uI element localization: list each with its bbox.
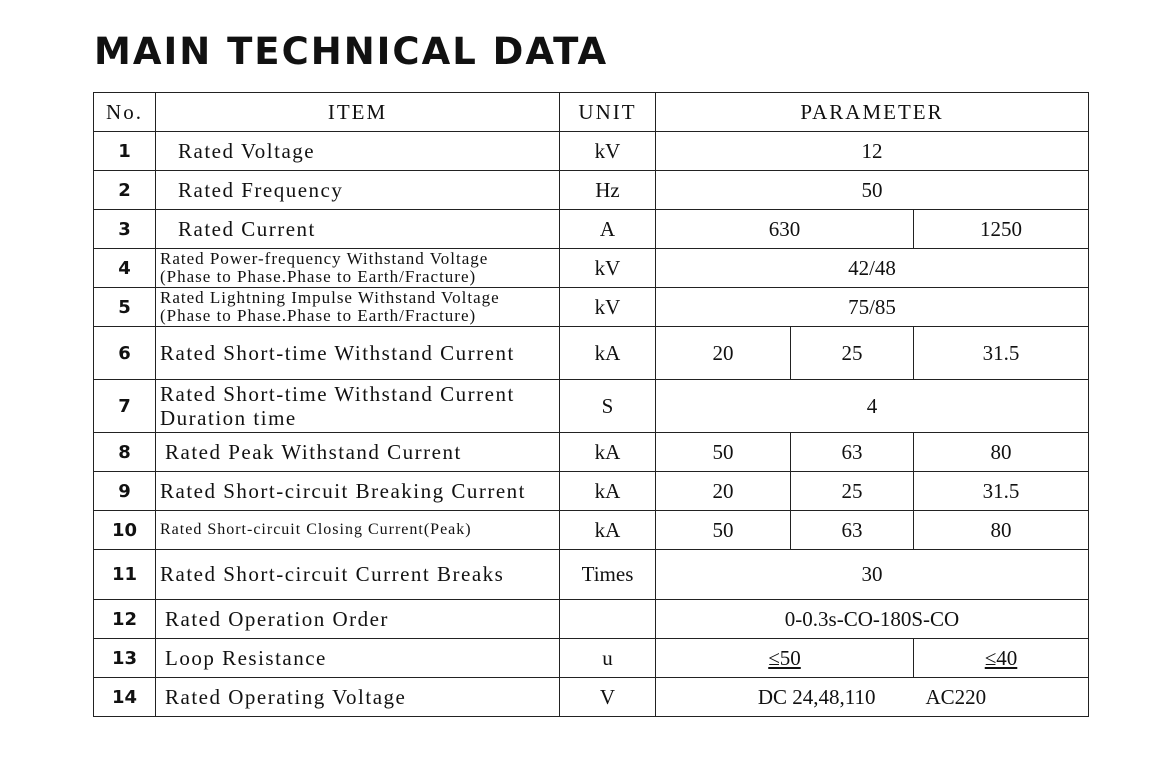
table-row — [94, 132, 1089, 171]
row-unit: kA — [560, 327, 656, 380]
row-number: 3 — [94, 210, 156, 249]
row-parameter: 20 — [656, 472, 791, 511]
row-number: 6 — [94, 327, 156, 380]
row-parameter: 50 — [656, 511, 791, 550]
table-row — [94, 600, 1089, 639]
row-parameter: 30 — [656, 550, 1089, 600]
row-number: 12 — [94, 600, 156, 639]
row-number: 7 — [94, 380, 156, 433]
row-item-line2: Duration time — [160, 406, 297, 430]
row-parameter: 75/85 — [656, 288, 1089, 327]
row-parameter: 31.5 — [914, 327, 1089, 380]
row-item: Rated Short-circuit Closing Current(Peak) — [156, 511, 560, 550]
row-parameter: 25 — [791, 472, 914, 511]
row-number: 13 — [94, 639, 156, 678]
row-parameter: 80 — [914, 511, 1089, 550]
row-number: 8 — [94, 433, 156, 472]
table-row — [94, 639, 1089, 678]
row-item: Rated Short-circuit Breaking Current — [156, 472, 560, 511]
row-parameter: 63 — [791, 511, 914, 550]
row-unit: kA — [560, 433, 656, 472]
row-number: 2 — [94, 171, 156, 210]
table-row — [94, 472, 1089, 511]
row-item: Rated Peak Withstand Current — [156, 433, 560, 472]
table-row — [94, 433, 1089, 472]
table-row — [94, 511, 1089, 550]
row-parameter: 31.5 — [914, 472, 1089, 511]
row-item-line1: Rated Power-frequency Withstand Voltage — [160, 249, 489, 268]
row-parameter: 4 — [656, 380, 1089, 433]
row-parameter: ≤40 — [914, 639, 1089, 678]
table-header-row — [94, 93, 1089, 132]
row-parameter: ≤50 — [656, 639, 914, 678]
row-unit: kV — [560, 288, 656, 327]
technical-data-table — [93, 92, 1089, 717]
row-parameter: 50 — [656, 171, 1089, 210]
row-number: 1 — [94, 132, 156, 171]
row-parameter: 50 — [656, 433, 791, 472]
row-item-line2: (Phase to Phase.Phase to Earth/Fracture) — [160, 267, 477, 286]
table-row — [94, 210, 1089, 249]
row-item: Rated Short-time Withstand Current — [156, 327, 560, 380]
row-item-line2: (Phase to Phase.Phase to Earth/Fracture) — [160, 306, 477, 325]
row-unit: u — [560, 639, 656, 678]
table-row — [94, 380, 1089, 433]
row-number: 10 — [94, 511, 156, 550]
row-parameter: 0-0.3s-CO-180S-CO — [656, 600, 1089, 639]
table-row — [94, 249, 1089, 288]
row-parameter: 20 — [656, 327, 791, 380]
table-row — [94, 678, 1089, 717]
row-unit: kV — [560, 132, 656, 171]
row-item: Rated Frequency — [156, 171, 560, 210]
row-parameter: 42/48 — [656, 249, 1089, 288]
header-no: No. — [94, 93, 156, 132]
row-parameter: 25 — [791, 327, 914, 380]
row-unit: kV — [560, 249, 656, 288]
row-number: 4 — [94, 249, 156, 288]
row-number: 11 — [94, 550, 156, 600]
table-row — [94, 171, 1089, 210]
row-unit: S — [560, 380, 656, 433]
row-item: Loop Resistance — [156, 639, 560, 678]
ac-voltage: AC220 — [925, 684, 987, 709]
row-parameter: 80 — [914, 433, 1089, 472]
row-parameter: 12 — [656, 132, 1089, 171]
header-unit: UNIT — [560, 93, 656, 132]
row-parameter: 1250 — [914, 210, 1089, 249]
header-item: ITEM — [156, 93, 560, 132]
row-item: Rated Current — [156, 210, 560, 249]
row-number: 14 — [94, 678, 156, 717]
row-item-line1: Rated Short-time Withstand Current — [160, 382, 515, 406]
row-unit — [560, 600, 656, 639]
row-item: Rated Voltage — [156, 132, 560, 171]
row-item — [156, 288, 560, 327]
row-item: Rated Short-circuit Current Breaks — [156, 550, 560, 600]
row-item: Rated Operation Order — [156, 600, 560, 639]
row-unit: V — [560, 678, 656, 717]
row-unit: kA — [560, 472, 656, 511]
header-parameter: PARAMETER — [656, 93, 1089, 132]
table-row — [94, 288, 1089, 327]
row-number: 9 — [94, 472, 156, 511]
row-unit: Times — [560, 550, 656, 600]
table-row — [94, 327, 1089, 380]
row-item-line1: Rated Lightning Impulse Withstand Voltage — [160, 288, 500, 307]
row-item — [156, 380, 560, 433]
row-item — [156, 249, 560, 288]
page-title: MAIN TECHNICAL DATA — [94, 30, 609, 73]
row-parameter: 63 — [791, 433, 914, 472]
row-parameter: 630 — [656, 210, 914, 249]
row-item: Rated Operating Voltage — [156, 678, 560, 717]
dc-voltage: DC 24,48,110 — [757, 684, 876, 709]
row-unit: kA — [560, 511, 656, 550]
row-unit: A — [560, 210, 656, 249]
row-parameter — [656, 678, 1089, 717]
row-unit: Hz — [560, 171, 656, 210]
table-row — [94, 550, 1089, 600]
row-number: 5 — [94, 288, 156, 327]
